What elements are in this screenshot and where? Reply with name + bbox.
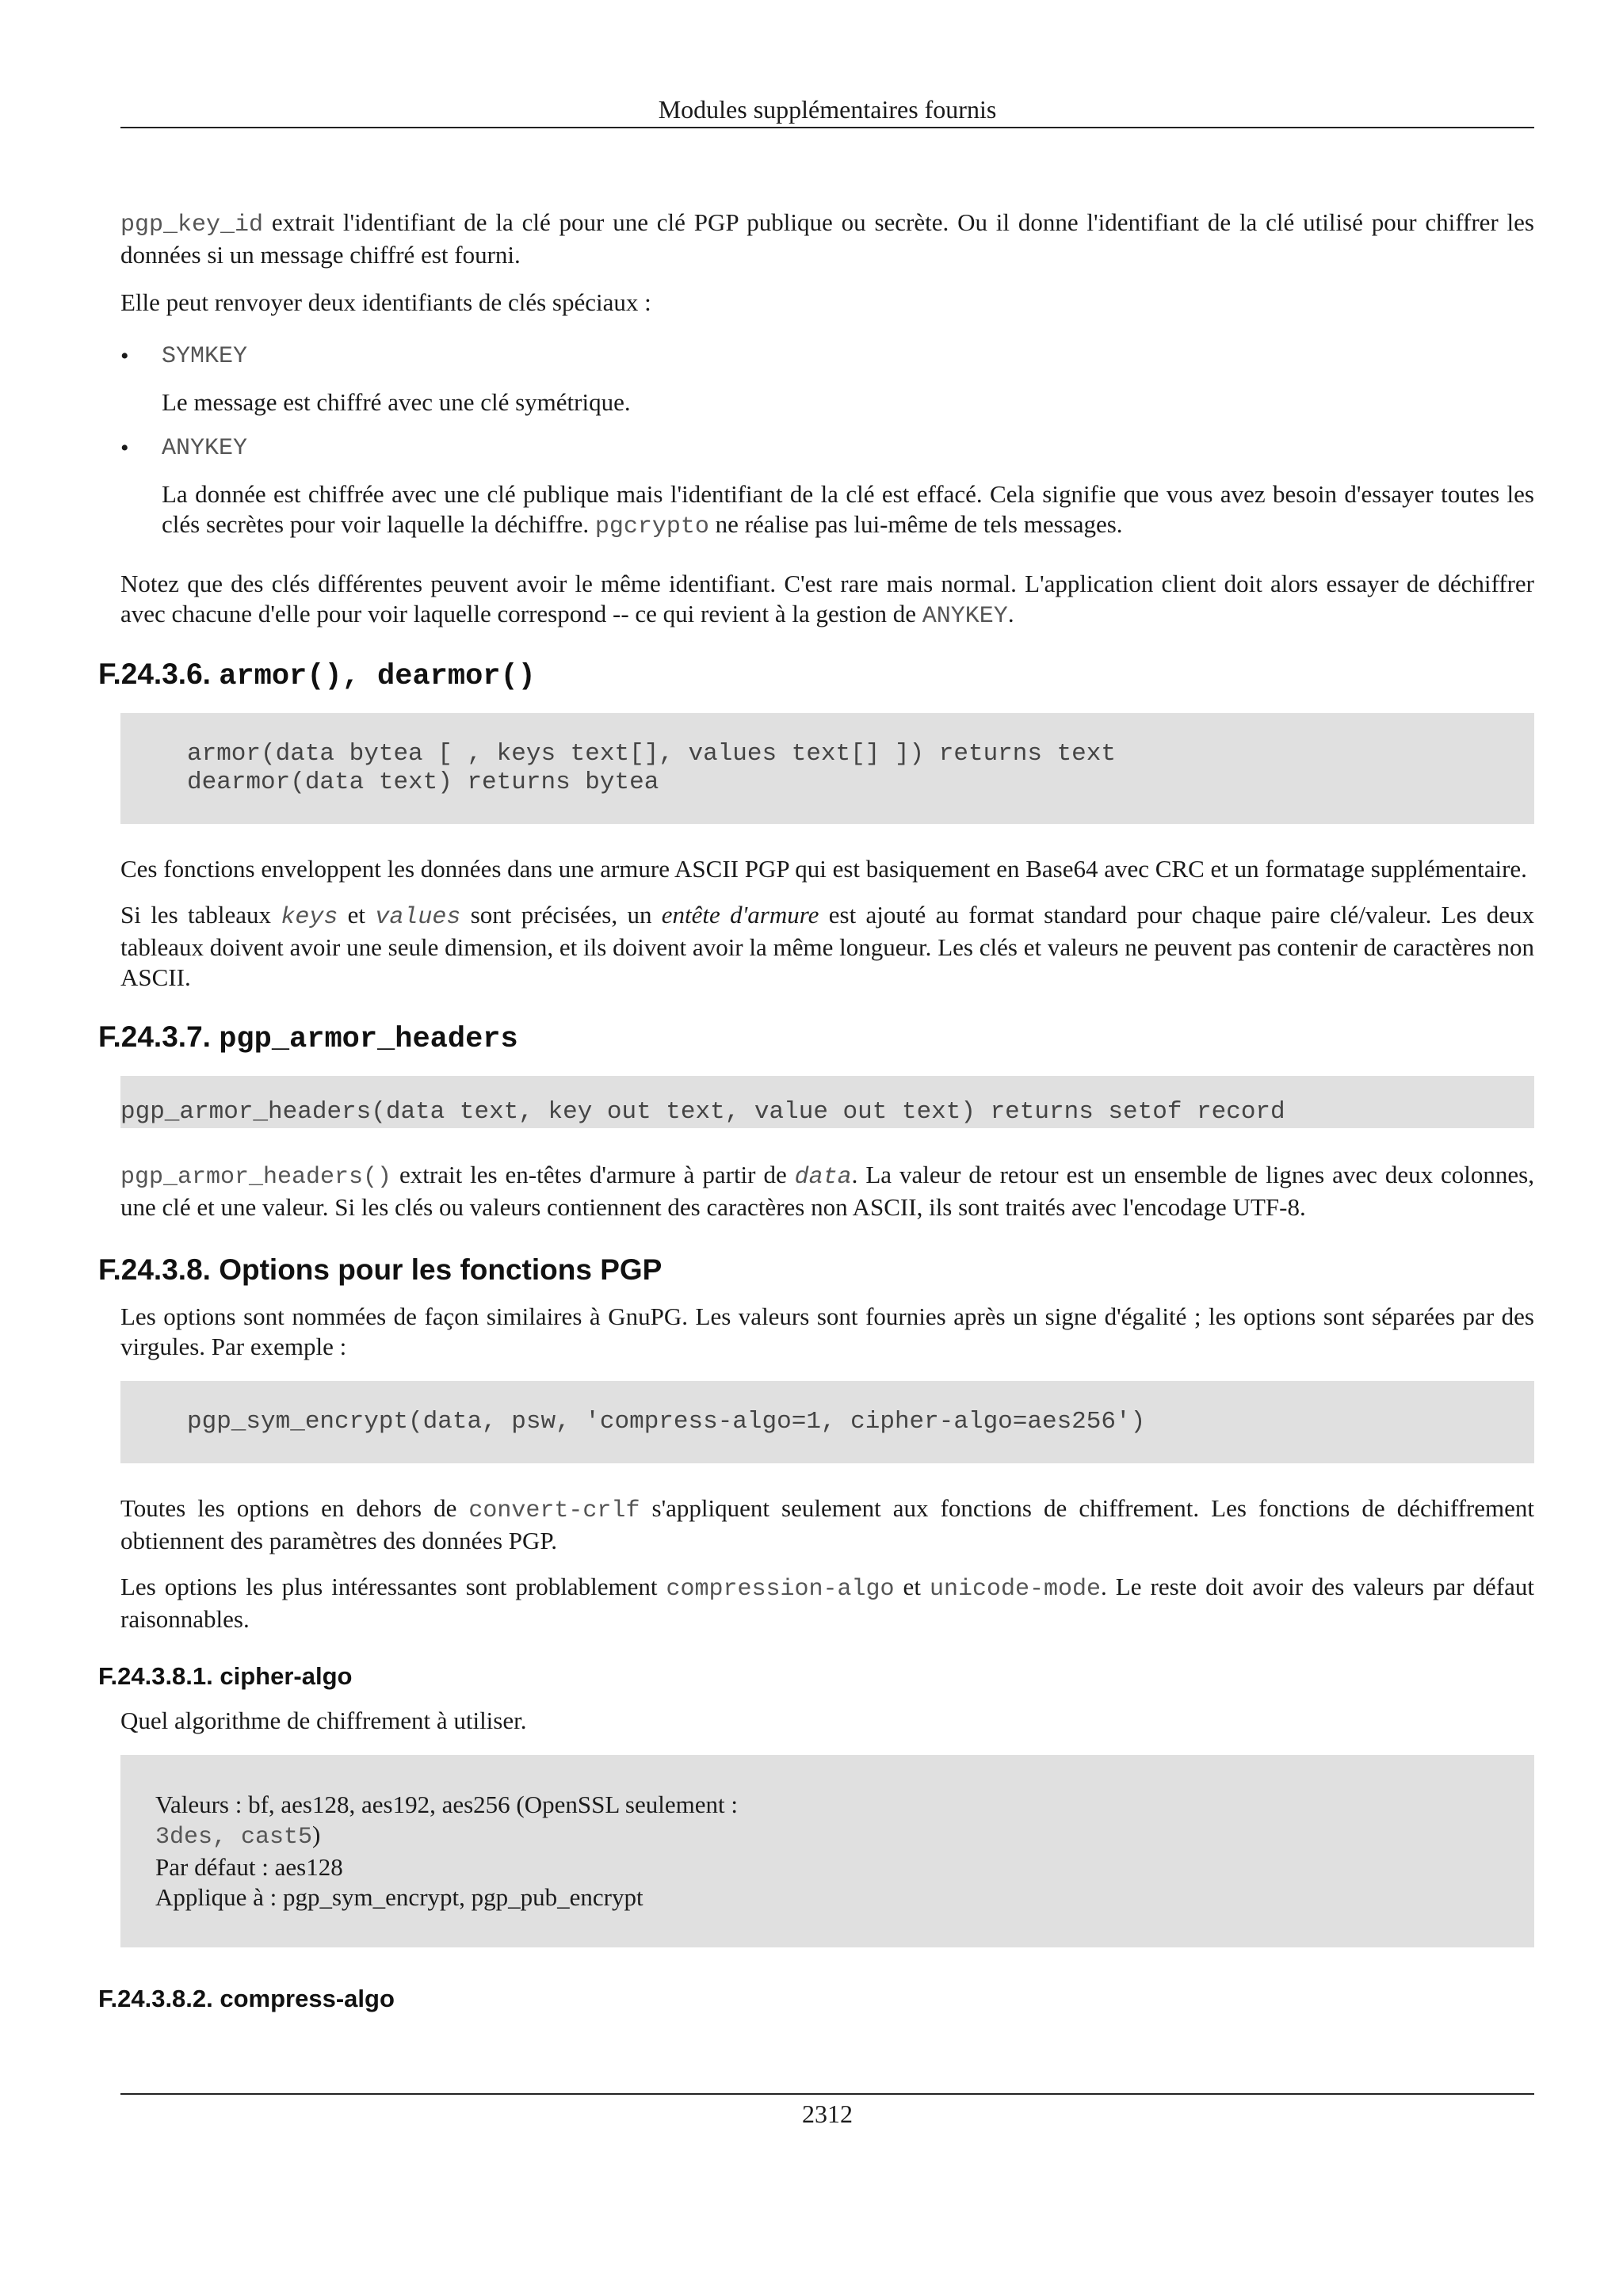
code-block-options-example — [120, 1381, 1534, 1463]
code-block-armor-headers — [120, 1076, 1534, 1128]
code-listing: pgp_sym_encrypt(data, psw, 'compress-algo=1, cipher-algo=aes256') — [187, 1408, 1146, 1436]
list-item-description — [162, 479, 1534, 542]
option-applies-line: Applique à : pgp_sym_encrypt, pgp_pub_encrypt — [155, 1883, 643, 1911]
list-item-description: Le message est chiffré avec une clé symétrique. — [162, 388, 631, 416]
options-paragraph-interesting — [120, 1572, 1534, 1634]
page-number: 2312 — [802, 2100, 853, 2128]
text-run: extrait l'identifiant de la clé pour une clé PGP publique ou secrète. Ou il donne l'identifiant de la clé utilisé pour chiffrer les données si un message chiffré est fourni. — [120, 208, 1534, 269]
code-listing: armor(data bytea [ , keys text[], values text[] ]) returns text dearmor(data text) returns bytea — [187, 740, 1116, 796]
text-run: extrait les en-têtes d'armure à partir de — [391, 1161, 795, 1188]
footer-rule — [120, 2093, 1534, 2095]
section-title-code: pgp_armor_headers — [219, 1023, 518, 1056]
section-heading-pgp-options: F.24.3.8. Options pour les fonctions PGP — [98, 1253, 663, 1286]
inline-code: pgp_key_id — [120, 212, 264, 238]
section-number: F.24.3.7. — [98, 1020, 220, 1053]
text-run: . Le reste doit avoir des valeurs par défaut raisonnables. — [120, 1573, 1535, 1633]
subsection-heading-cipher-algo: F.24.3.8.1. cipher-algo — [98, 1662, 353, 1690]
text-run: ne réalise pas lui-même de tels messages. — [708, 510, 1123, 538]
cipher-algo-paragraph: Quel algorithme de chiffrement à utiliser. — [120, 1707, 527, 1734]
inline-code-param: keys — [281, 904, 338, 931]
inline-code: pgcrypto — [594, 513, 709, 540]
text-run: . La valeur de retour est un ensemble de lignes avec deux colonnes, une clé et une valeur. Si les clés ou valeurs contiennent des caractères non ASCII, ils sont traités avec l'encodage UTF-8. — [120, 1161, 1534, 1221]
list-item-term: ANYKEY — [162, 435, 248, 462]
text-run: Les options les plus intéressantes sont problablement — [120, 1573, 666, 1600]
bullet-icon: • — [120, 435, 129, 461]
bullet-icon: • — [120, 343, 129, 369]
inline-code: pgp_armor_headers() — [120, 1164, 392, 1191]
section-heading-armor-headers — [98, 1020, 1534, 1057]
option-default-line: Par défaut : aes128 — [155, 1853, 343, 1881]
text-run: et — [338, 901, 376, 929]
options-paragraph-scope — [120, 1493, 1534, 1556]
armor-headers-paragraph — [120, 1160, 1534, 1222]
list-item-symkey — [120, 341, 1534, 418]
text-run: Toutes les options en dehors de — [120, 1494, 469, 1522]
emphasis: entête d'armure — [661, 901, 819, 929]
text-run: et — [894, 1573, 930, 1600]
text-run: est ajouté au format standard pour chaque paire clé/valeur. Les deux tableaux doivent avoir une seule dimension, et ils doivent avoir la même longueur. Les clés et valeurs ne peuvent pas contenir de caractères non ASCII. — [120, 901, 1535, 991]
running-header: Modules supplémentaires fournis — [658, 95, 997, 124]
text-run: . — [1007, 600, 1014, 627]
text-run: Si les tableaux — [120, 901, 281, 929]
inline-code: unicode-mode — [929, 1576, 1102, 1603]
options-paragraph-intro: Les options sont nommées de façon similaires à GnuPG. Les valeurs sont fournies après un signe d'égalité ; les options sont séparées par des virgules. Par exemple : — [120, 1302, 1534, 1360]
option-details-box — [120, 1755, 1534, 1947]
inline-code: convert-crlf — [468, 1497, 640, 1524]
section-title-code: armor(), dearmor() — [219, 660, 536, 693]
code-block-armor — [120, 713, 1534, 824]
inline-code-param: values — [375, 904, 461, 931]
option-values-line: Valeurs : bf, aes128, aes192, aes256 (OpenSSL seulement : — [155, 1791, 738, 1818]
inline-code-param: data — [794, 1164, 852, 1191]
list-item-term: SYMKEY — [162, 343, 248, 370]
intro-paragraph-key-id — [120, 208, 1534, 270]
inline-code: 3des, cast5 — [155, 1824, 313, 1851]
inline-code: compression-algo — [666, 1576, 895, 1603]
section-number: F.24.3.6. — [98, 658, 220, 690]
armor-paragraph-headers — [120, 900, 1534, 993]
section-heading-armor — [98, 657, 1534, 694]
inline-code: ANYKEY — [922, 603, 1008, 630]
code-listing: pgp_armor_headers(data text, key out text, value out text) returns setof record — [120, 1098, 1285, 1126]
page-body — [98, 208, 1535, 2014]
intro-paragraph-duplicate-ids — [120, 569, 1534, 631]
intro-paragraph-special-ids: Elle peut renvoyer deux identifiants de clés spéciaux : — [120, 288, 651, 316]
subsection-heading-compress-algo: F.24.3.8.2. compress-algo — [98, 1985, 395, 2012]
armor-paragraph-description: Ces fonctions enveloppent les données dans une armure ASCII PGP qui est basiquement en Base64 avec CRC et un formatage supplémentaire. — [120, 855, 1527, 883]
header-rule — [120, 127, 1534, 128]
text-run: ) — [312, 1821, 321, 1848]
text-run: sont précisées, un — [460, 901, 662, 929]
text-run: s'appliquent seulement aux fonctions de chiffrement. Les fonctions de déchiffrement obtiennent des paramètres des données PGP. — [120, 1494, 1534, 1554]
option-values-continued — [155, 1820, 1499, 1852]
list-item-anykey — [120, 433, 1534, 542]
text-run: Notez que des clés différentes peuvent avoir le même identifiant. C'est rare mais normal. L'application client doit alors essayer de déchiffrer avec chacune d'elle pour voir laquelle correspond -- ce qui revient à la gestion de — [120, 570, 1534, 627]
text-run: La donnée est chiffrée avec une clé publique mais l'identifiant de la clé est effacé. Cela signifie que vous avez besoin d'essayer toutes les clés secrètes pour voir laquelle la déchiffre. — [162, 480, 1534, 538]
special-ids-list — [120, 341, 1534, 542]
